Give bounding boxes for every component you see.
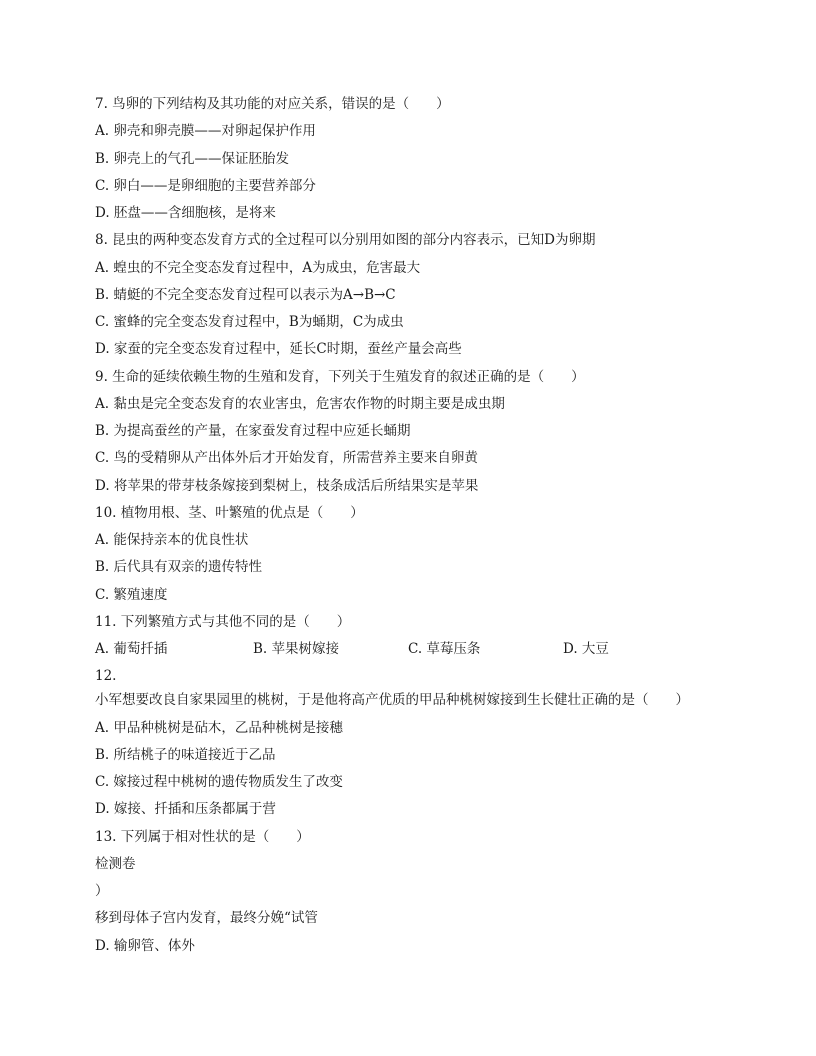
q8-option-c: C. 蜜蜂的完全变态发育过程中，B为蛹期，C为成虫	[95, 314, 404, 330]
q10-option-b: B. 后代具有双亲的遗传特性	[95, 559, 263, 575]
q11-option-d: D. 大豆	[563, 641, 609, 657]
q12-option-c: C. 嫁接过程中桃树的遗传物质发生了改变	[95, 774, 343, 790]
q11-option-b: B. 苹果树嫁接	[253, 641, 340, 657]
q7-option-d: D. 胚盘——含细胞核，是将来	[95, 205, 276, 221]
q8-option-a: A. 蝗虫的不完全变态发育过程中，A为成虫，危害最大	[95, 260, 421, 276]
q12-stem: 小军想要改良自家果园里的桃树，于是他将高产优质的甲品种桃树嫁接到生长健壮正确的是（ ）	[95, 692, 689, 708]
q7-stem: 7. 鸟卵的下列结构及其功能的对应关系，错误的是（ ）	[95, 96, 450, 112]
q8-option-d: D. 家蚕的完全变态发育过程中，延长C时期，蚕丝产量会高些	[95, 341, 462, 357]
q9-option-c: C. 鸟的受精卵从产出体外后才开始发育，所需营养主要来自卵黄	[95, 450, 478, 466]
fragment-text-3: 移到母体子宫内发育，最终分娩“试管	[95, 910, 318, 926]
q13-stem: 13. 下列属于相对性状的是（ ）	[95, 829, 310, 845]
q11-option-a: A. 葡萄扦插	[95, 641, 168, 657]
q11-stem: 11. 下列繁殖方式与其他不同的是（ ）	[95, 614, 351, 630]
fragment-text-2: ）	[95, 883, 109, 899]
q9-option-d: D. 将苹果的带芽枝条嫁接到梨树上，枝条成活后所结果实是苹果	[95, 478, 479, 494]
q11-option-c: C. 草莓压条	[408, 641, 481, 657]
q9-stem: 9. 生命的延续依赖生物的生殖和发育，下列关于生殖发育的叙述正确的是（ ）	[95, 369, 585, 385]
q12-option-a: A. 甲品种桃树是砧木，乙品种桃树是接穗	[95, 720, 343, 736]
q8-stem: 8. 昆虫的两种变态发育方式的全过程可以分别用如图的部分内容表示，已知D为卵期	[95, 232, 596, 248]
fragment-text-4: D. 输卵管、体外	[95, 938, 195, 954]
q7-option-b: B. 卵壳上的气孔——保证胚胎发	[95, 151, 290, 167]
q8-option-b: B. 蜻蜓的不完全变态发育过程可以表示为A→B→C	[95, 287, 396, 303]
q12-option-b: B. 所结桃子的味道接近于乙品	[95, 747, 276, 763]
q9-option-b: B. 为提高蚕丝的产量，在家蚕发育过程中应延长蛹期	[95, 423, 411, 439]
q10-option-c: C. 繁殖速度	[95, 587, 168, 603]
q7-option-c: C. 卵白——是卵细胞的主要营养部分	[95, 178, 316, 194]
fragment-text-1: 检测卷	[95, 856, 136, 872]
q10-option-a: A. 能保持亲本的优良性状	[95, 532, 249, 548]
q12-number: 12.	[95, 668, 117, 684]
q12-option-d: D. 嫁接、扦插和压条都属于营	[95, 801, 276, 817]
q9-option-a: A. 黏虫是完全变态发育的农业害虫，危害农作物的时期主要是成虫期	[95, 396, 505, 412]
q7-option-a: A. 卵壳和卵壳膜——对卵起保护作用	[95, 123, 316, 139]
q10-stem: 10. 植物用根、茎、叶繁殖的优点是（ ）	[95, 505, 364, 521]
